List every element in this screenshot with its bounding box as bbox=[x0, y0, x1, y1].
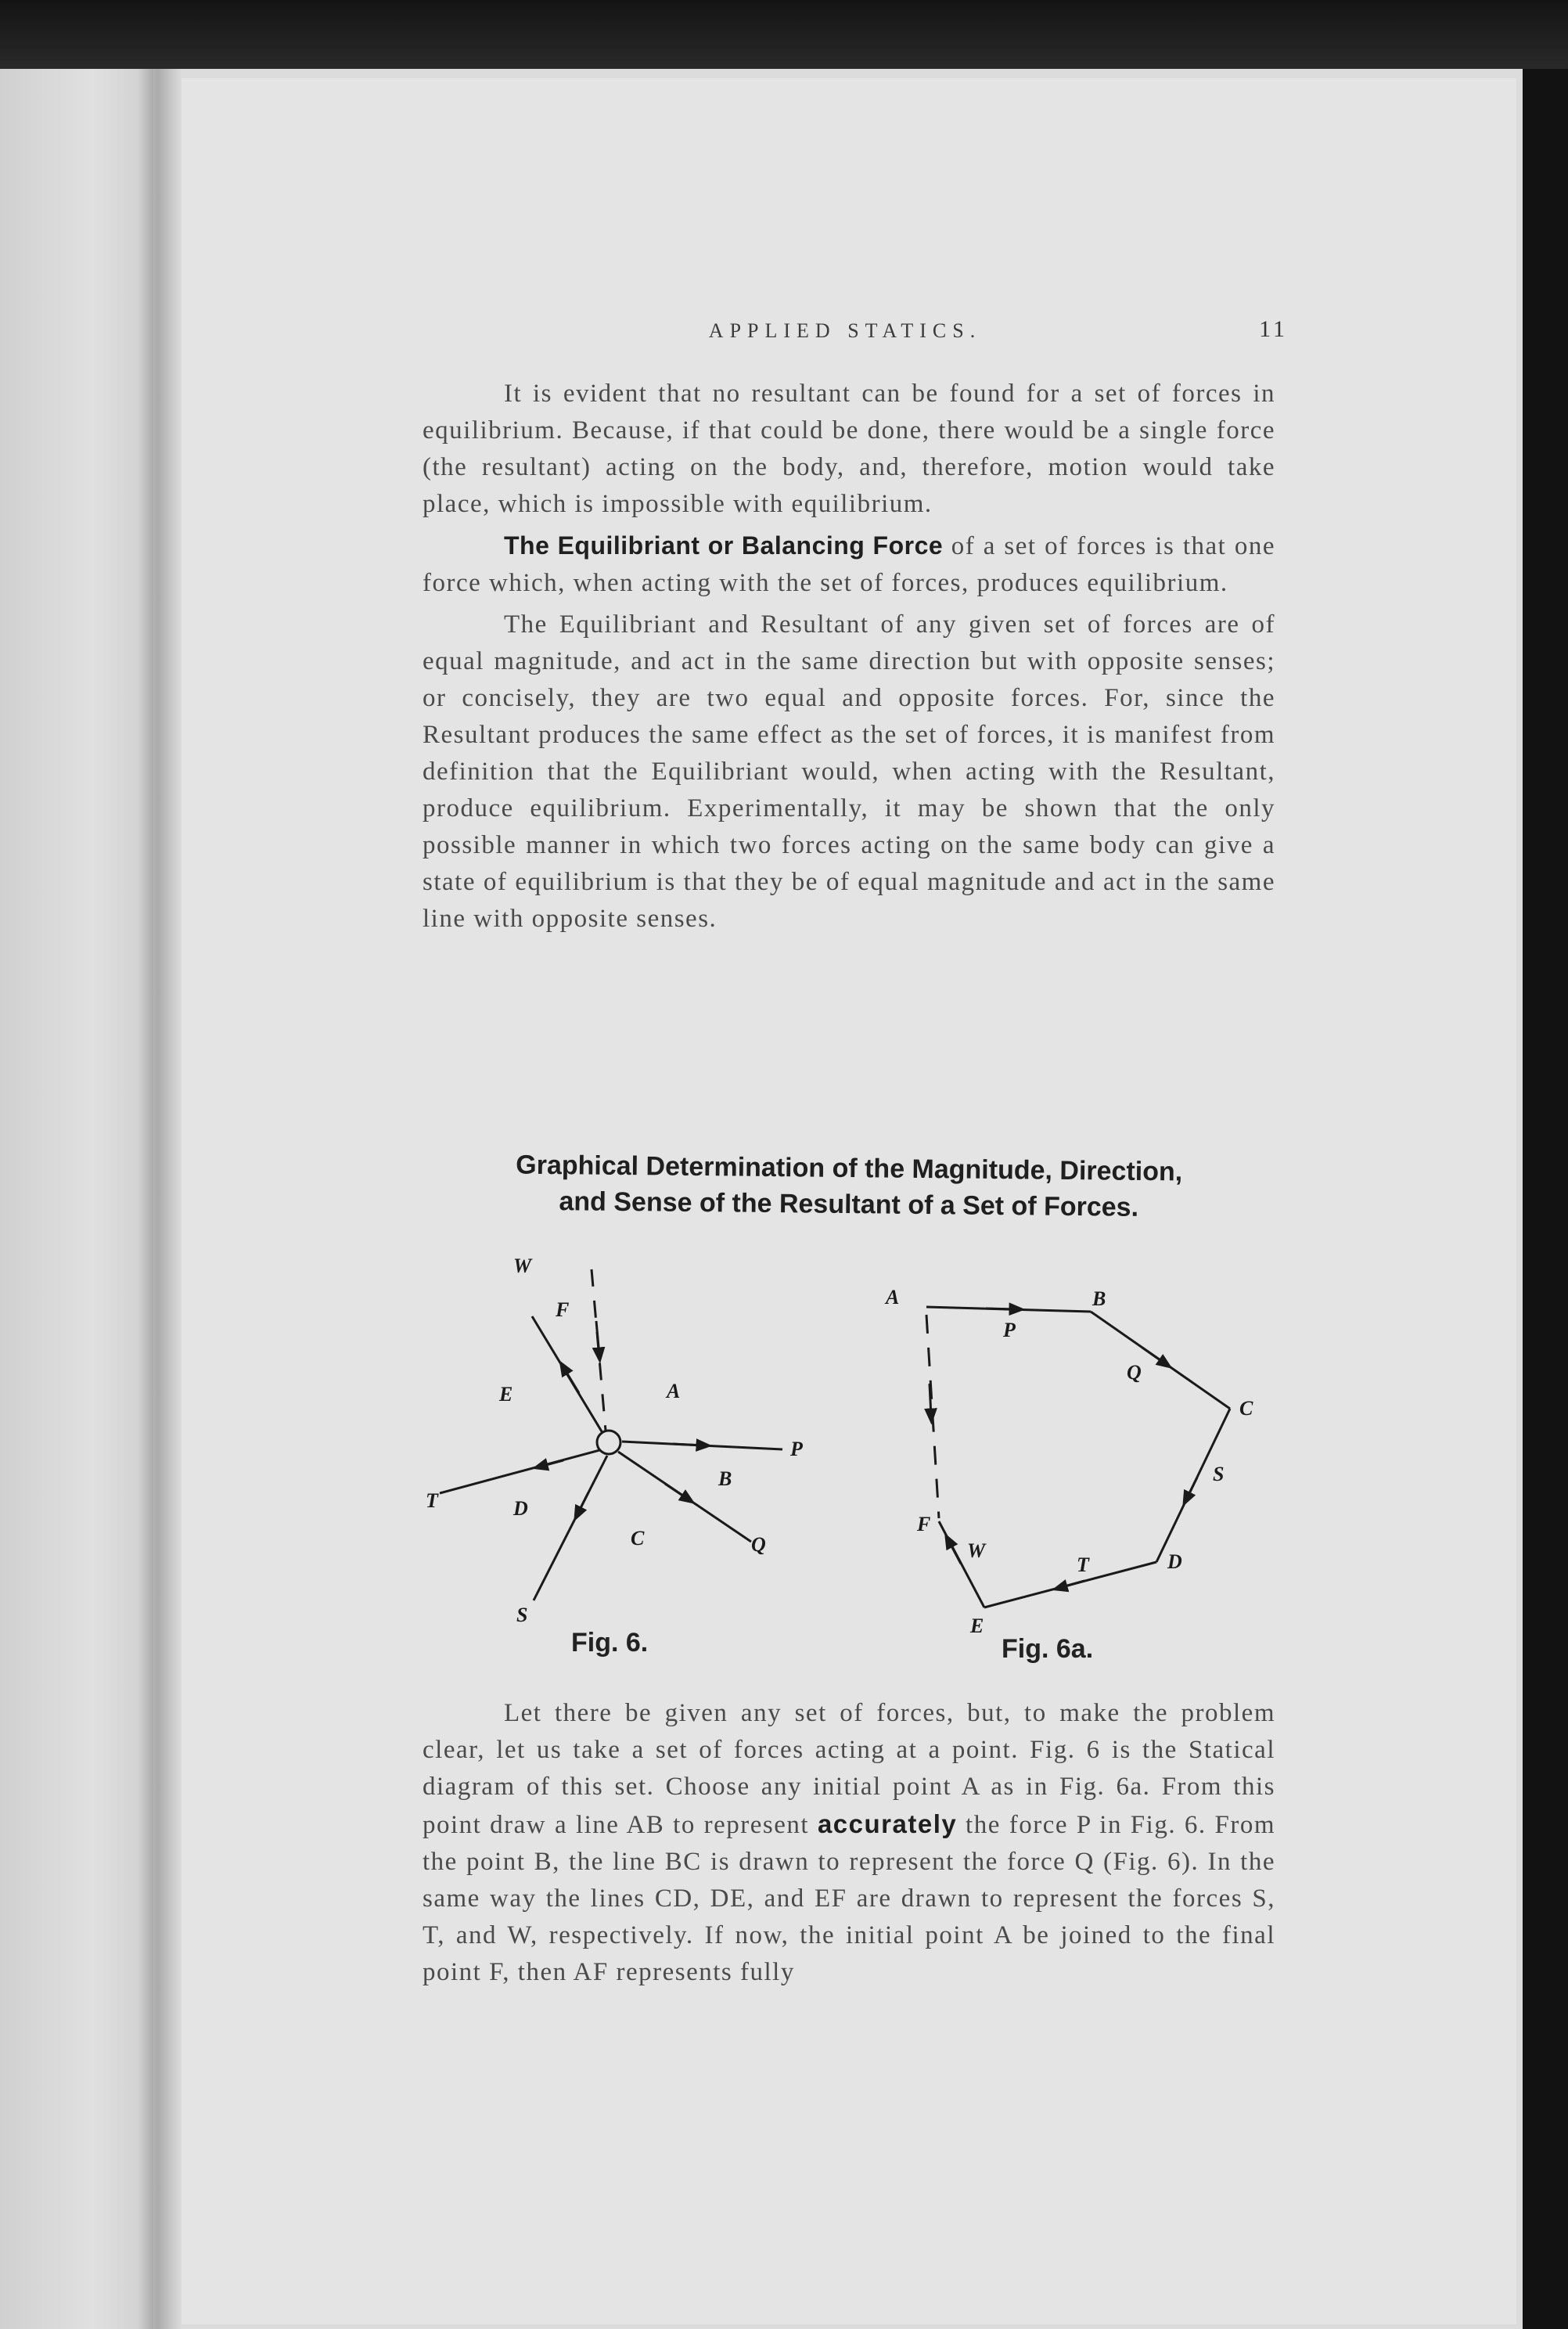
section-heading bbox=[423, 1146, 1276, 1226]
fig6a-label: E bbox=[970, 1614, 984, 1637]
paragraph-equilibriant-resultant bbox=[423, 607, 1275, 938]
running-header: APPLIED STATICS. bbox=[708, 319, 982, 342]
fig6-label: W bbox=[513, 1254, 532, 1277]
fig6-label: S bbox=[516, 1604, 528, 1626]
arrow-AB bbox=[986, 1308, 1017, 1309]
force-diagrams bbox=[407, 1244, 1291, 1683]
body-text-bottom bbox=[423, 1695, 1275, 1996]
force-arrow-S bbox=[577, 1492, 588, 1514]
body-text-top bbox=[423, 376, 1275, 942]
force-arrow-F bbox=[596, 1321, 599, 1355]
force-arrow-P bbox=[673, 1444, 704, 1445]
fig6a-label: Q bbox=[1127, 1361, 1142, 1384]
page-number: 11 bbox=[1259, 316, 1288, 342]
fig6-label: P bbox=[790, 1438, 803, 1460]
paragraph-text: It is evident that no resultant can be found for a set of forces in equilibrium. Because, if that could be done, there would be a single force (the resultant) acting on the body, and, therefore, motion would take place, which is impossible with equilibrium. bbox=[423, 380, 1275, 518]
arrow-DE bbox=[1059, 1581, 1084, 1588]
section-heading-line-1: Graphical Determination of the Magnitude, Direction, bbox=[516, 1150, 1183, 1187]
arrow-CD bbox=[1186, 1478, 1197, 1499]
fig6-label: A bbox=[667, 1380, 681, 1402]
fig6a-label: F bbox=[917, 1513, 931, 1535]
scanner-frame-right bbox=[1523, 69, 1568, 2329]
arrow-EF bbox=[948, 1540, 961, 1564]
fig6-label: Q bbox=[751, 1533, 766, 1556]
fig6-label: T bbox=[426, 1489, 438, 1512]
fig6a-label: W bbox=[967, 1539, 986, 1562]
paragraph-text: Let there be given any set of forces, but, to make the problem clear, let us take a set of forces acting at a point. Fig. 6 is the Statical diagram of this set. Choose any initial point A as in Fig. 6a. From this point draw a line AB to represent bbox=[423, 1699, 1275, 1839]
section-heading-line-2: and Sense of the Resultant of a Set of Forces. bbox=[559, 1186, 1139, 1222]
fig6a-label: C bbox=[1239, 1397, 1253, 1420]
fig6a-label: D bbox=[1167, 1550, 1182, 1573]
force-arrow-T bbox=[540, 1460, 563, 1467]
fig6a-label: B bbox=[1092, 1287, 1106, 1310]
force-line-T bbox=[440, 1449, 602, 1493]
force-arrow-Q bbox=[665, 1484, 689, 1499]
paragraph-equilibriant-definition bbox=[423, 527, 1275, 602]
term-equilibriant: The Equilibriant or Balancing Force bbox=[504, 531, 944, 560]
fig6-label: C bbox=[631, 1527, 645, 1550]
term-accurately: accurately bbox=[817, 1809, 958, 1838]
paragraph-text: of a set of forces is that one force which, when acting with the set of forces, produces equilibrium. bbox=[423, 532, 1276, 597]
fig6a-label: P bbox=[1003, 1319, 1016, 1341]
side-EF bbox=[939, 1521, 984, 1607]
left-page-edge bbox=[0, 69, 153, 2329]
book-gutter bbox=[138, 69, 182, 2329]
fig6-label: B bbox=[718, 1467, 732, 1490]
side-AF-dashed bbox=[926, 1315, 939, 1518]
arrow-BC bbox=[1142, 1348, 1166, 1364]
force-arrow-W bbox=[563, 1367, 579, 1393]
figures bbox=[407, 1244, 1291, 1683]
paragraph-no-resultant bbox=[423, 376, 1275, 523]
fig6-caption: Fig. 6. bbox=[571, 1628, 649, 1658]
arrow-AF bbox=[930, 1384, 931, 1416]
paragraph-text: the force P in Fig. 6. From the point B, the line BC is drawn to represent the force Q (Fig. 6). In the same way the lines CD, DE, and EF are drawn to represent the forces S, T, and W, respectively. If now, the initial point A be joined to the final point F, then AF represents fully bbox=[423, 1811, 1276, 1986]
fig6a-label: A bbox=[886, 1286, 900, 1308]
fig6a-label: S bbox=[1213, 1463, 1225, 1485]
fig6-label: E bbox=[499, 1383, 513, 1406]
paragraph-text: The Equilibriant and Resultant of any given set of forces are of equal magnitude, and act in the same direction but with opposite senses; or concisely, they are two equal and opposite forces. For, since the Resultant produces the same effect as the set of forces, it is manifest from definition that the Equilibriant would, when acting with the Resultant, produce equilibrium. Experimentally, it may be shown that the only possible manner in which two forces acting on the same body can give a state of equilibrium is that they be of equal magnitude and act in the same line with opposite senses. bbox=[423, 610, 1275, 933]
force-line-S bbox=[534, 1456, 607, 1600]
point-of-application bbox=[597, 1431, 620, 1454]
scanner-frame-top bbox=[0, 0, 1568, 72]
fig6-space-diagram bbox=[440, 1269, 782, 1600]
fig6-label: F bbox=[556, 1298, 570, 1321]
paragraph-procedure bbox=[423, 1695, 1275, 1991]
fig6-label: D bbox=[513, 1497, 528, 1520]
fig6a-caption: Fig. 6a. bbox=[1002, 1634, 1094, 1664]
fig6a-label: T bbox=[1077, 1553, 1089, 1576]
